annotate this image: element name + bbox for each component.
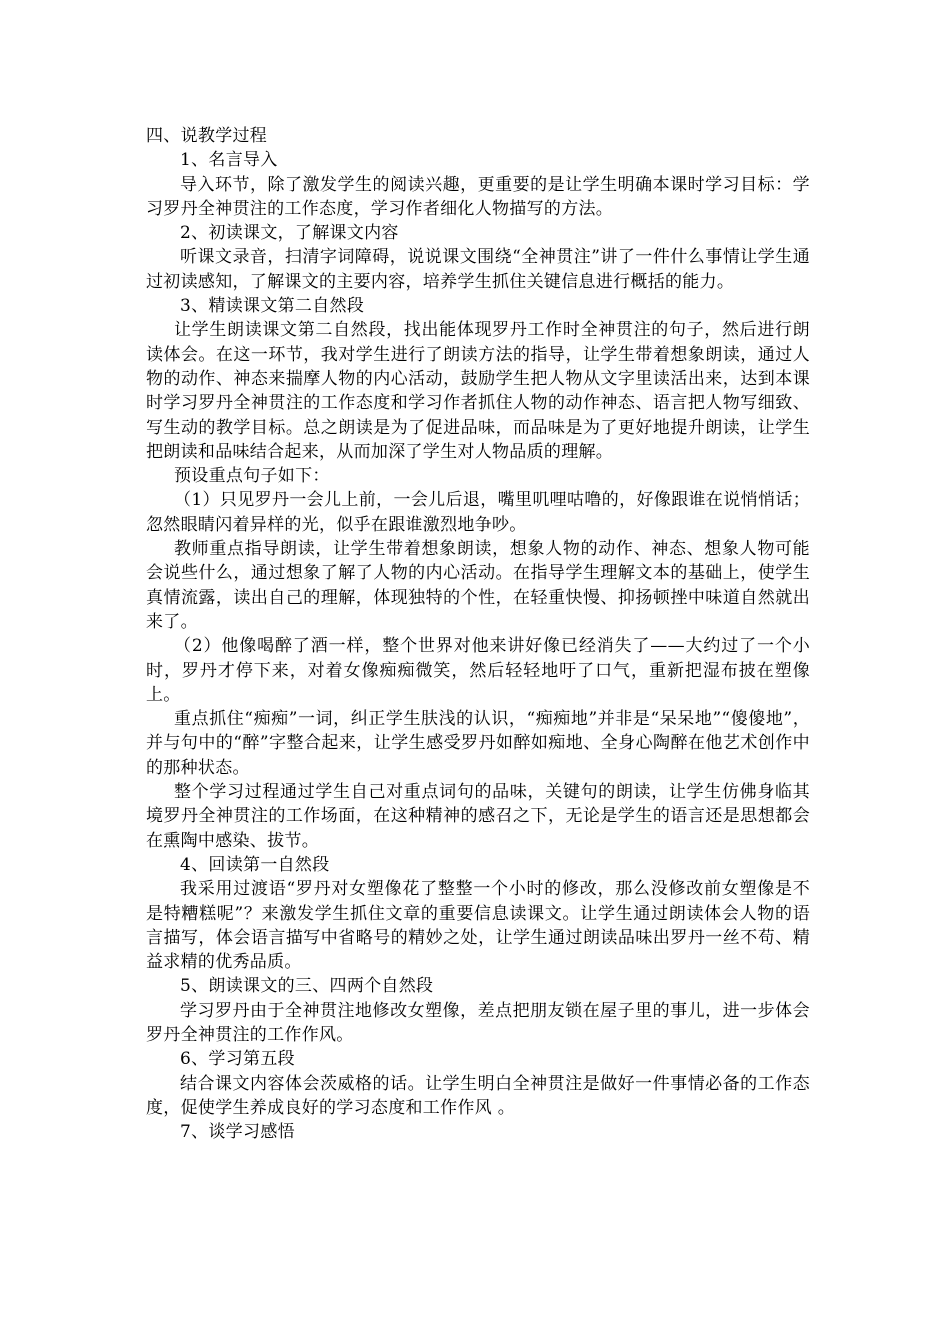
paragraph: 结合课文内容体会茨威格的话。让学生明白全神贯注是做好一件事情必备的工作态度，促使学生养成良好的学习态度和工作作风 。 xyxy=(146,1073,810,1118)
paragraph: 导入环节，除了激发学生的阅读兴趣，更重要的是让学生明确本课时学习目标：学习罗丹全神贯注的工作态度，学习作者细化人物描写的方法。 xyxy=(146,174,810,219)
paragraph: 我采用过渡语“罗丹对女塑像花了整整一个小时的修改，那么没修改前女塑像是不是特糟糕呢”？来激发学生抓住文章的重要信息读课文。让学生通过朗读体会人物的语言描写，体会语言描写中省略号的精妙之处，让学生通过朗读品味出罗丹一丝不苟、精益求精的优秀品质。 xyxy=(146,879,810,973)
paragraph: 重点抓住“痴痴”一词，纠正学生肤浅的认识，“痴痴地”并非是“呆呆地”“傻傻地”，并与句中的“醉”字整合起来，让学生感受罗丹如醉如痴地、全身心陶醉在他艺术创作中的那种状态。 xyxy=(146,709,810,778)
paragraph: 学习罗丹由于全神贯注地修改女塑像，差点把朋友锁在屋子里的事儿，进一步体会罗丹全神贯注的工作作风。 xyxy=(146,1000,810,1045)
paragraph: 听课文录音，扫清字词障碍，说说课文围绕“全神贯注”讲了一件什么事情让学生通过初读感知，了解课文的主要内容，培养学生抓住关键信息进行概括的能力。 xyxy=(146,247,810,292)
paragraph: 整个学习过程通过学生自己对重点词句的品味，关键句的朗读，让学生仿佛身临其境罗丹全神贯注的工作场面，在这种精神的感召之下，无论是学生的语言还是思想都会在熏陶中感染、拔节。 xyxy=(146,782,810,851)
subheading-6: 6、学习第五段 xyxy=(180,1049,295,1070)
subheading-3: 3、精读课文第二自然段 xyxy=(180,296,365,317)
subheading-1: 1、名言导入 xyxy=(180,150,278,171)
document-body xyxy=(146,124,810,1144)
paragraph: 让学生朗读课文第二自然段，找出能体现罗丹工作时全神贯注的句子，然后进行朗读体会。在这一环节，我对学生进行了朗读方法的指导，让学生带着想象朗读，通过人物的动作、神态来揣摩人物的内心活动，鼓励学生把人物从文字里读活出来，达到本课时学习罗丹全神贯注的工作态度和学习作者抓住人物的动作神态、语言把人物写细致、写生动的教学目标。总之朗读是为了促进品味，而品味是为了更好地提升朗读，让学生把朗读和品味结合起来，从而加深了学生对人物品质的理解。 xyxy=(146,320,810,462)
example-sentence-2: （2）他像喝醉了酒一样，整个世界对他来讲好像已经消失了——大约过了一个小时，罗丹才停下来，对着女像痴痴微笑，然后轻轻地吁了口气，重新把湿布披在塑像上。 xyxy=(146,636,810,705)
example-sentence-1: （1）只见罗丹一会儿上前，一会儿后退，嘴里叽哩咕噜的，好像跟谁在说悄悄话；忽然眼睛闪着异样的光，似乎在跟谁激烈地争吵。 xyxy=(146,490,810,535)
paragraph: 教师重点指导朗读，让学生带着想象朗读，想象人物的动作、神态、想象人物可能会说些什么，通过想象了解了人物的内心活动。在指导学生理解文本的基础上，使学生真情流露，读出自己的理解，体现独特的个性，在轻重快慢、抑扬顿挫中味道自然就出来了。 xyxy=(146,539,810,632)
subheading-5: 5、朗读课文的三、四两个自然段 xyxy=(180,976,434,997)
subheading-2: 2、初读课文，了解课文内容 xyxy=(180,223,399,244)
subheading-7: 7、谈学习感悟 xyxy=(180,1122,295,1143)
paragraph: 预设重点句子如下： xyxy=(174,466,330,487)
section-title: 四、说教学过程 xyxy=(146,126,268,146)
subheading-4: 4、回读第一自然段 xyxy=(180,854,330,875)
